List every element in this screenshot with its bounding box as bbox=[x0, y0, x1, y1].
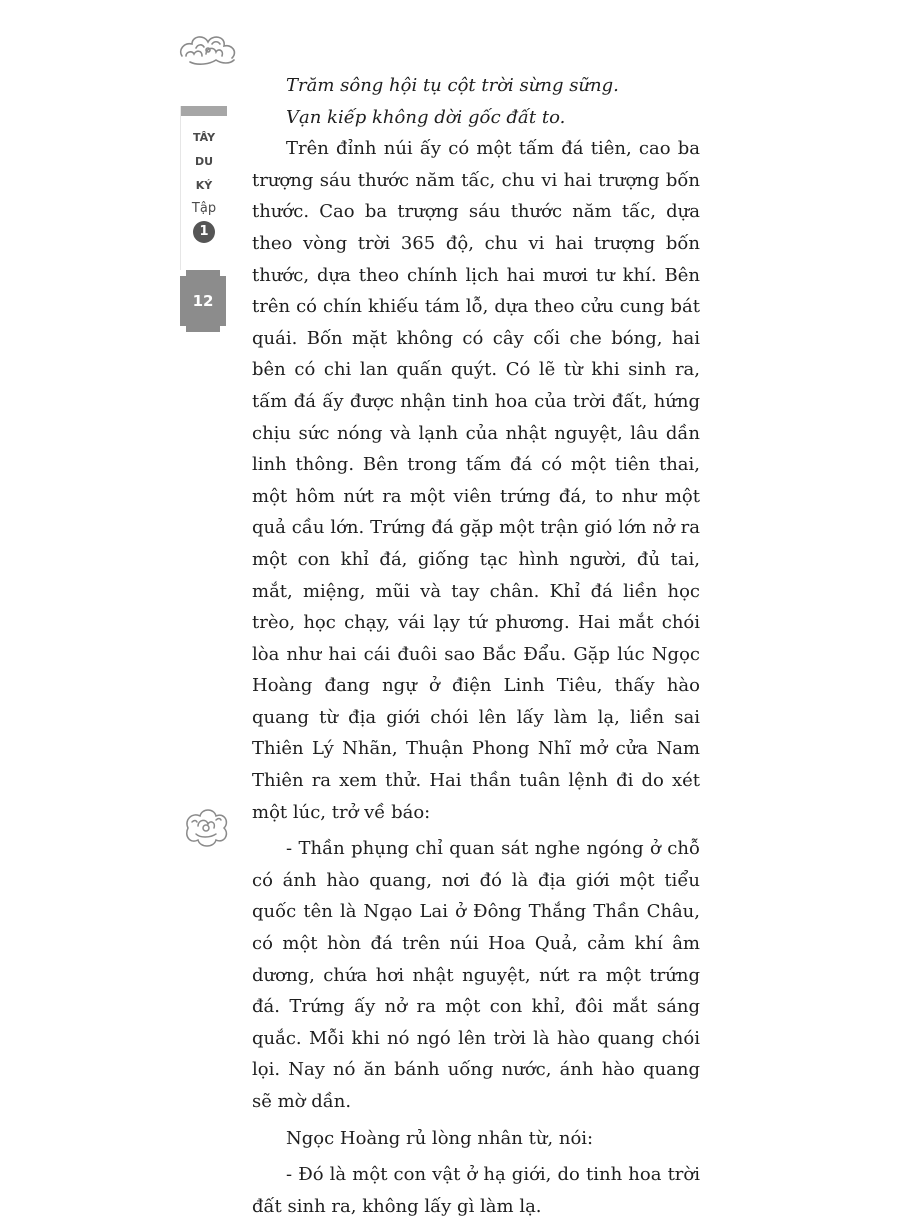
body-paragraph: Trên đỉnh núi ấy có một tấm đá tiên, cao ba trượng sáu thước năm tấc, chu vi hai trượng bốn thước. Cao ba trượng sáu thước năm tấc, dựa theo vòng trời 365 độ, chu vi hai trượng bốn thước, dựa theo chính lịch hai mươi tư khí. Bên trên có chín khiếu tám lỗ, dựa theo cửu cung bát quái. Bốn mặt không có cây cối che bóng, hai bên có chi lan quấn quýt. Có lẽ từ khi sinh ra, tấm đá ấy được nhận tinh hoa của trời đất, hứng chịu sức nóng và lạnh của nhật nguyệt, lâu dần linh thông. Bên trong tấm đá có một tiên thai, một hôm nứt ra một viên trứng đá, to như một quả cầu lớn. Trứng đá gặp một trận gió lớn nở ra một con khỉ đá, giống tạc hình người, đủ tai, mắt, miệng, mũi và tay chân. Khỉ đá liền học trèo, học chạy, vái lạy tứ phương. Hai mắt chói lòa như hai cái đuôi sao Bắc Đẩu. Gặp lúc Ngọc Hoàng đang ngự ở điện Linh Tiêu, thấy hào quang từ địa giới chói lên lấy làm lạ, liền sai Thiên Lý Nhãn, Thuận Phong Nhĩ mở cửa Nam Thiên ra xem thử. Hai thần tuân lệnh đi do xét một lúc, trở về báo: bbox=[252, 138, 700, 823]
series-title-line1: TÂY bbox=[192, 131, 216, 144]
volume-label: Tập bbox=[191, 201, 217, 216]
dialogue-paragraph: - Thần phụng chỉ quan sát nghe ngóng ở chỗ có ánh hào quang, nơi đó là địa giới một tiểu quốc tên là Ngạo Lai ở Đông Thắng Thần Châu, có một hòn đá trên núi Hoa Quả, cảm khí âm dương, chứa hơi nhật nguyệt, nứt ra một trứng đá. Trứng ấy nở ra một con khỉ, đôi mắt sáng quắc. Mỗi khi nó ngó lên trời là hào quang chói lọi. Nay nó ăn bánh uống nước, ánh hào quang sẽ mờ dần. bbox=[252, 838, 700, 1112]
page-body bbox=[252, 70, 700, 1222]
cloud-ornament-icon bbox=[176, 30, 240, 70]
dialogue-paragraph: - Đó là một con vật ở hạ giới, do tinh hoa trời đất sinh ra, không lấy gì làm lạ. bbox=[252, 1164, 700, 1217]
verse-line: Trăm sông hội tụ cột trời sừng sững. bbox=[286, 75, 619, 96]
cloud-swirl-icon bbox=[182, 806, 230, 848]
tab-top-band bbox=[181, 106, 227, 116]
page-number-box bbox=[180, 270, 226, 332]
side-tab bbox=[180, 106, 226, 332]
series-title bbox=[181, 126, 227, 198]
book-series-label bbox=[180, 106, 227, 270]
body-paragraph: Ngọc Hoàng rủ lòng nhân từ, nói: bbox=[286, 1127, 594, 1149]
verse-line: Vạn kiếp không dời gốc đất to. bbox=[286, 106, 566, 128]
page-number: 12 bbox=[192, 292, 214, 310]
series-title-line3: KÝ bbox=[195, 179, 213, 192]
volume-number-badge: 1 bbox=[193, 221, 215, 243]
series-title-line2: DU bbox=[194, 155, 214, 168]
